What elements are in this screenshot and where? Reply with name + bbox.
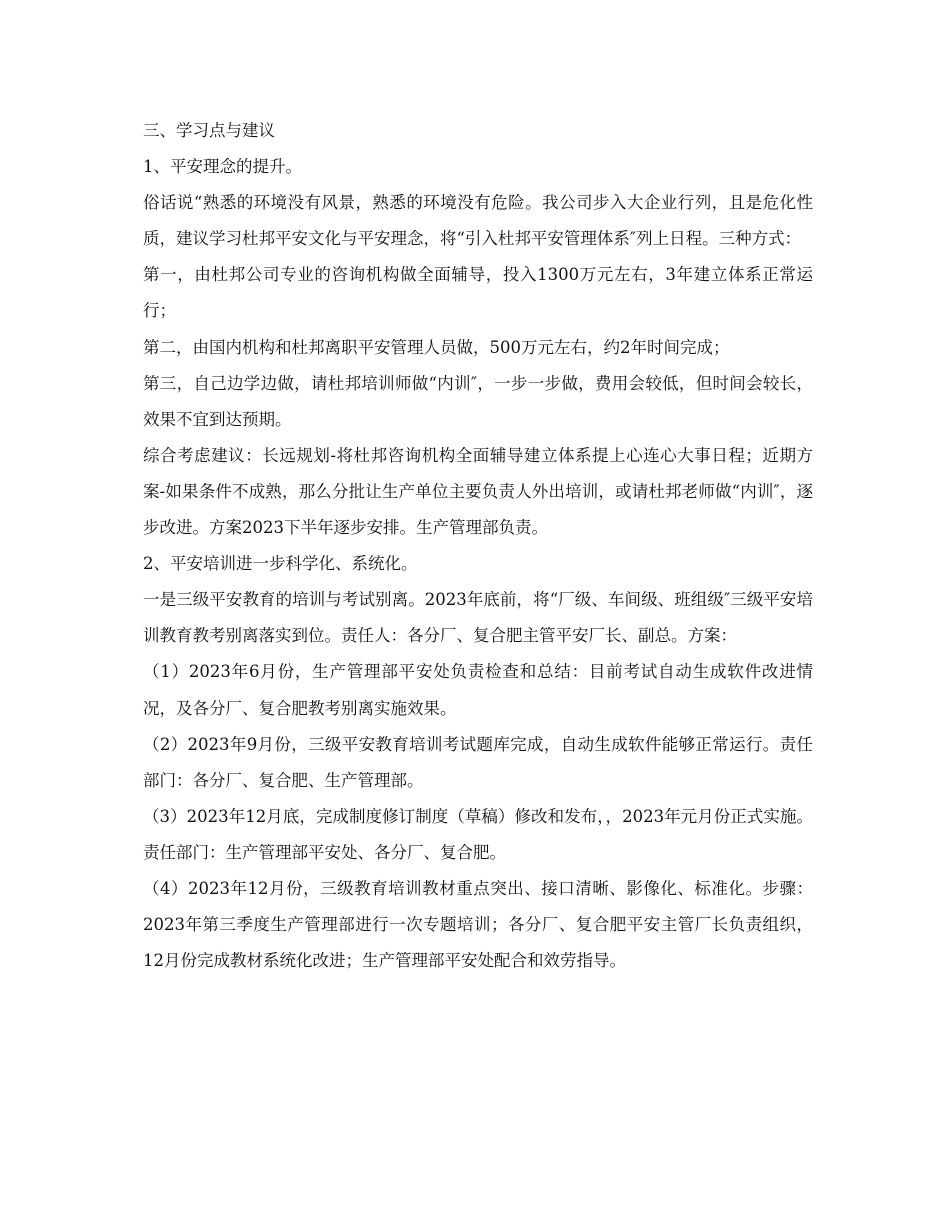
- section-heading: 三、学习点与建议: [143, 121, 275, 140]
- paragraph: 一是三级平安教育的培训与考试别离。2023年底前，将“厂级、车间级、班组级″三级平安培训教育教考别离落实到位。责任人：各分厂、复合肥主管平安厂长、副总。方案：: [143, 590, 813, 646]
- list-item: （4）2023年12月份，三级教育培训教材重点突出、接口清晰、影像化、标准化。步骤：2023年第三季度生产管理部进行一次专题培训；各分厂、复合肥平安主管厂长负责组织，12月份完成教材系统化改进；生产管理部平安处配合和效劳指导。: [143, 878, 813, 971]
- document-body: [143, 113, 813, 979]
- paragraph: 俗话说“熟悉的环境没有风景，熟悉的环境没有危险。我公司步入大企业行列，且是危化性质，建议学习杜邦平安文化与平安理念，将“引入杜邦平安管理体系″列上日程。三种方式：: [143, 193, 813, 249]
- paragraph: 第三，自己边学边做，请杜邦培训师做“内训″，一步一步做，费用会较低，但时间会较长，效果不宜到达预期。: [143, 373, 813, 429]
- list-item: （1）2023年6月份，生产管理部平安处负责检查和总结：目前考试自动生成软件改进情况，及各分厂、复合肥教考别离实施效果。: [143, 662, 813, 718]
- paragraph: 第一，由杜邦公司专业的咨询机构做全面辅导，投入1300万元左右，3年建立体系正常运行；: [143, 265, 813, 321]
- subsection-heading: 1、平安理念的提升。: [143, 157, 302, 177]
- subsection-heading: 2、平安培训进一步科学化、系统化。: [143, 554, 418, 574]
- paragraph: 第二，由国内机构和杜邦离职平安管理人员做，500万元左右，约2年时间完成；: [143, 337, 730, 357]
- list-item: （3）2023年12月底，完成制度修订制度（草稿）修改和发布，，2023年元月份正式实施。责任部门：生产管理部平安处、各分厂、复合肥。: [143, 806, 813, 862]
- paragraph: 综合考虑建议：长远规划-将杜邦咨询机构全面辅导建立体系提上心连心大事日程；近期方案-如果条件不成熟，那么分批让生产单位主要负责人外出培训，或请杜邦老师做“内训″，逐步改进。方案2023下半年逐步安排。生产管理部负责。: [143, 445, 813, 538]
- list-item: （2）2023年9月份，三级平安教育培训考试题库完成，自动生成软件能够正常运行。责任部门：各分厂、复合肥、生产管理部。: [143, 734, 813, 790]
